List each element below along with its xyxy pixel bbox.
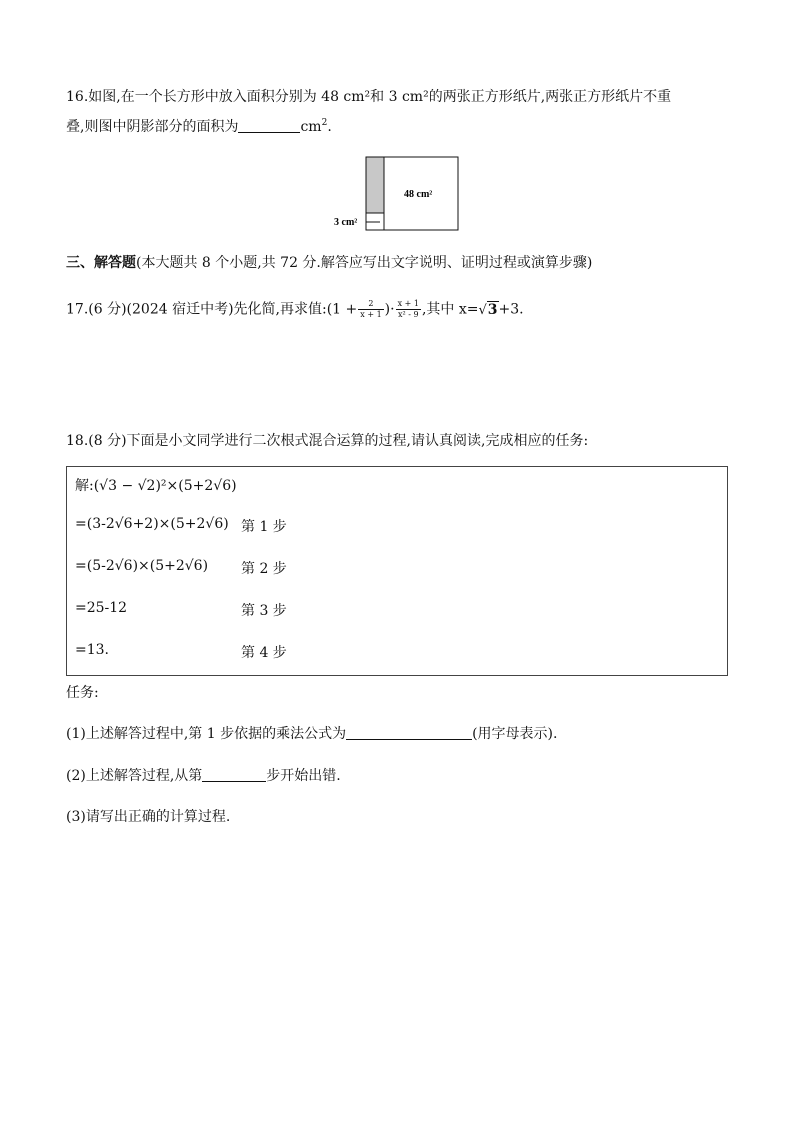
solution-line-3: =25-12 xyxy=(75,600,128,616)
q17-radicand: 3 xyxy=(487,301,498,318)
solution-line-2: =(5-2√6)×(5+2√6) xyxy=(75,558,209,574)
solution-step-3: 第 3 步 xyxy=(241,603,287,619)
q17-suffix-a: ,其中 x= xyxy=(421,301,479,318)
q17-fraction-2 xyxy=(396,299,421,320)
q18-task2-post: 步开始出错. xyxy=(266,768,341,784)
q17-line xyxy=(66,299,524,320)
q18-task-label: 任务: xyxy=(66,685,99,701)
q16-line2 xyxy=(66,118,332,136)
solution-step-2: 第 2 步 xyxy=(241,561,287,577)
big-square-label: 48 cm² xyxy=(404,189,433,200)
q17-prefix: 17.(6 分)(2024 宿迁中考)先化简,再求值:(1 + xyxy=(66,301,358,318)
q18-task2-blank[interactable] xyxy=(202,769,266,782)
section3-title: 三、解答题 xyxy=(66,255,136,271)
q18-task1 xyxy=(66,725,557,743)
q18-task1-post: (用字母表示). xyxy=(472,726,558,742)
shaded-region xyxy=(366,157,384,213)
q17-frac1-num: 2 xyxy=(358,299,383,310)
q18-task2 xyxy=(66,767,341,785)
q16-figure xyxy=(330,150,470,240)
q17-frac1-den: x + 1 xyxy=(360,310,382,319)
q16-answer-blank[interactable] xyxy=(238,120,300,133)
q17-radical: √3 xyxy=(478,301,498,318)
q17-fraction-1 xyxy=(358,299,383,320)
q17-frac2-num: x + 1 xyxy=(397,299,419,308)
q17-mid: )· xyxy=(384,301,395,318)
solution-step-1: 第 1 步 xyxy=(241,519,287,535)
q18-task1-blank[interactable] xyxy=(346,727,472,740)
q16-unit: cm xyxy=(300,119,322,135)
q18-task3: (3)请写出正确的计算过程. xyxy=(66,809,231,825)
q18-task2-text: (2)上述解答过程,从第 xyxy=(66,768,203,784)
small-square-label: 3 cm² xyxy=(334,217,358,228)
solution-line-4: =13. xyxy=(75,642,109,658)
solution-line-0: 解:(√3 − √2)²×(5+2√6) xyxy=(75,478,237,494)
solution-line-1: =(3-2√6+2)×(5+2√6) xyxy=(75,516,229,532)
q16-period: . xyxy=(327,119,332,135)
q18-solution-box xyxy=(66,466,728,676)
solution-step-4: 第 4 步 xyxy=(241,645,287,661)
q16-line2-text: 叠,则图中阴影部分的面积为 xyxy=(66,119,239,135)
q17-suffix-b: +3. xyxy=(498,301,524,318)
q18-task1-text: (1)上述解答过程中,第 1 步依据的乘法公式为 xyxy=(66,726,347,742)
section3-desc: (本大题共 8 个小题,共 72 分.解答应写出文字说明、证明过程或演算步骤) xyxy=(136,255,593,271)
q16-unit-sup: 2 xyxy=(321,118,328,128)
section3-heading xyxy=(66,254,592,272)
q17-frac2-den: x² - 9 xyxy=(397,310,419,319)
q18-intro: 18.(8 分)下面是小文同学进行二次根式混合运算的过程,请认真阅读,完成相应的任务: xyxy=(66,433,589,449)
q16-line1: 16.如图,在一个长方形中放入面积分别为 48 cm²和 3 cm²的两张正方形纸片,两张正方形纸片不重 xyxy=(66,89,672,105)
